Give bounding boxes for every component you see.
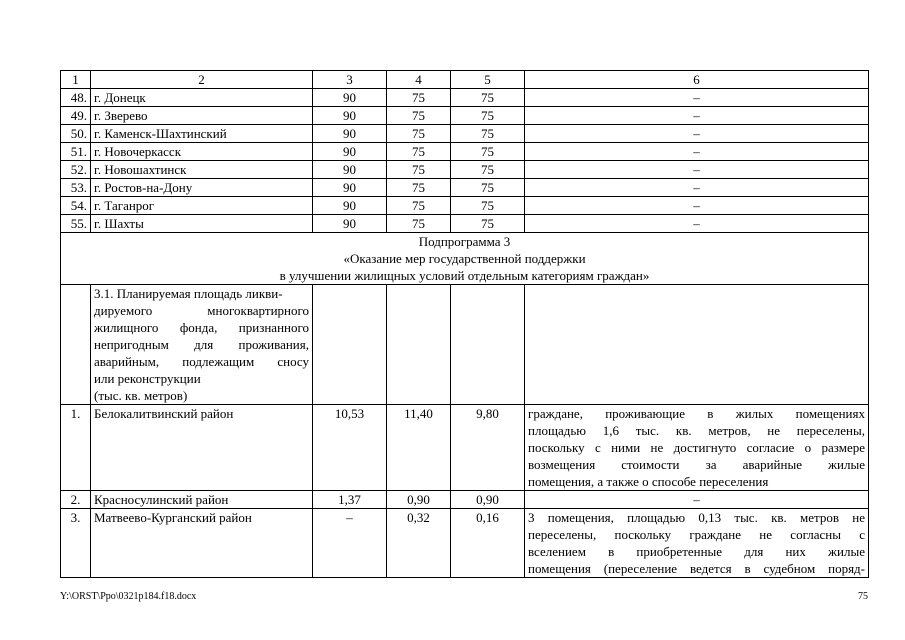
note-line: помещения (переселение ведется в судебном поряд- xyxy=(528,561,865,576)
row-value-4: 75 xyxy=(387,197,451,215)
footer-page-number: 75 xyxy=(858,591,868,602)
row-number: 52. xyxy=(61,161,91,179)
row-note xyxy=(525,509,869,578)
row-value-3: 90 xyxy=(313,125,387,143)
note-line: помещения, а также о способе переселения xyxy=(528,474,769,489)
row-note: – xyxy=(525,161,869,179)
indicator-row xyxy=(61,285,869,405)
row-name: Матвеево-Курганский район xyxy=(91,509,313,578)
header-cell: 5 xyxy=(451,71,525,89)
row-value-5: 75 xyxy=(451,161,525,179)
row-note: – xyxy=(525,89,869,107)
row-number: 48. xyxy=(61,89,91,107)
row-name: г. Новошахтинск xyxy=(91,161,313,179)
row-name: Красносулинский район xyxy=(91,491,313,509)
indicator-line: (тыс. кв. метров) xyxy=(94,388,188,403)
note-line: вселением в приобретенные для них жилые xyxy=(528,544,865,559)
header-cell: 1 xyxy=(61,71,91,89)
row-value-3: 10,53 xyxy=(313,405,387,491)
indicator-line: или реконструкции xyxy=(94,371,201,386)
table-row xyxy=(61,491,869,509)
row-value-3: 1,37 xyxy=(313,491,387,509)
header-cell: 3 xyxy=(313,71,387,89)
row-name: г. Шахты xyxy=(91,215,313,233)
row-value-4: 75 xyxy=(387,125,451,143)
header-cell: 4 xyxy=(387,71,451,89)
row-number: 53. xyxy=(61,179,91,197)
footer-file-path: Y:\ORST\Ppo\0321p184.f18.docx xyxy=(60,591,197,602)
header-cell: 2 xyxy=(91,71,313,89)
indicator-empty-cell xyxy=(451,285,525,405)
row-value-5: 75 xyxy=(451,89,525,107)
row-name: г. Ростов-на-Дону xyxy=(91,179,313,197)
row-name: г. Таганрог xyxy=(91,197,313,215)
row-note: – xyxy=(525,197,869,215)
section-row xyxy=(61,233,869,285)
data-table xyxy=(60,70,869,578)
table-row xyxy=(61,161,869,179)
indicator-empty-cell xyxy=(61,285,91,405)
section-title xyxy=(61,233,869,285)
row-number: 55. xyxy=(61,215,91,233)
row-value-5: 75 xyxy=(451,143,525,161)
indicator-empty-cell xyxy=(313,285,387,405)
table-row xyxy=(61,509,869,578)
table-row xyxy=(61,107,869,125)
row-value-3: – xyxy=(313,509,387,578)
table-row xyxy=(61,89,869,107)
row-value-5: 75 xyxy=(451,197,525,215)
row-value-4: 75 xyxy=(387,107,451,125)
row-number: 49. xyxy=(61,107,91,125)
note-line: граждане, проживающие в жилых помещениях xyxy=(528,406,865,421)
row-note: – xyxy=(525,215,869,233)
row-value-3: 90 xyxy=(313,161,387,179)
table-row xyxy=(61,179,869,197)
row-name: г. Новочеркасск xyxy=(91,143,313,161)
row-note: – xyxy=(525,143,869,161)
table-row xyxy=(61,197,869,215)
row-note xyxy=(525,405,869,491)
indicator-line: непригодным для проживания, xyxy=(94,337,309,352)
row-value-4: 0,90 xyxy=(387,491,451,509)
row-value-4: 75 xyxy=(387,179,451,197)
row-name: г. Зверево xyxy=(91,107,313,125)
row-value-4: 75 xyxy=(387,215,451,233)
table-row xyxy=(61,215,869,233)
indicator-line: аварийным, подлежащим сносу xyxy=(94,354,309,369)
row-number: 50. xyxy=(61,125,91,143)
row-number: 51. xyxy=(61,143,91,161)
indicator-line: жилищного фонда, признанного xyxy=(94,320,309,335)
row-note: – xyxy=(525,125,869,143)
row-note: – xyxy=(525,179,869,197)
note-line: переселены, поскольку граждане не согласны с xyxy=(528,527,865,542)
row-value-3: 90 xyxy=(313,179,387,197)
row-note xyxy=(525,491,869,509)
row-value-5: 9,80 xyxy=(451,405,525,491)
note-line: 3 помещения, площадью 0,13 тыс. кв. метров не xyxy=(528,510,865,525)
table-row xyxy=(61,143,869,161)
row-value-3: 90 xyxy=(313,89,387,107)
row-number: 1. xyxy=(61,405,91,491)
row-name: г. Каменск-Шахтинский xyxy=(91,125,313,143)
row-value-5: 0,90 xyxy=(451,491,525,509)
table-row xyxy=(61,405,869,491)
row-value-4: 75 xyxy=(387,89,451,107)
row-value-5: 75 xyxy=(451,215,525,233)
row-value-4: 75 xyxy=(387,143,451,161)
indicator-empty-cell xyxy=(387,285,451,405)
row-number: 54. xyxy=(61,197,91,215)
note-line: возмещения стоимости за аварийные жилые xyxy=(528,457,865,472)
note-line: – xyxy=(693,492,700,507)
indicator-text xyxy=(91,285,313,405)
indicator-line: дируемого многоквартирного xyxy=(94,303,309,318)
section-title-line: в улучшении жилищных условий отдельным категориям граждан» xyxy=(279,268,650,283)
row-value-5: 0,16 xyxy=(451,509,525,578)
section-title-line: «Оказание мер государственной поддержки xyxy=(343,251,586,266)
row-name: г. Донецк xyxy=(91,89,313,107)
row-value-3: 90 xyxy=(313,107,387,125)
row-value-3: 90 xyxy=(313,197,387,215)
row-number: 3. xyxy=(61,509,91,578)
header-cell: 6 xyxy=(525,71,869,89)
indicator-empty-cell xyxy=(525,285,869,405)
row-value-3: 90 xyxy=(313,215,387,233)
row-number: 2. xyxy=(61,491,91,509)
row-value-4: 11,40 xyxy=(387,405,451,491)
row-value-5: 75 xyxy=(451,179,525,197)
table-row xyxy=(61,125,869,143)
row-value-5: 75 xyxy=(451,125,525,143)
row-value-4: 75 xyxy=(387,161,451,179)
row-value-5: 75 xyxy=(451,107,525,125)
section-title-line: Подпрограмма 3 xyxy=(418,234,511,249)
note-line: площадью 1,6 тыс. кв. метров, не переселены, xyxy=(528,423,865,438)
note-line: поскольку с ними не достигнуто согласие о размере xyxy=(528,440,865,455)
row-value-4: 0,32 xyxy=(387,509,451,578)
indicator-line: 3.1. Планируемая площадь ликви- xyxy=(94,286,283,301)
row-value-3: 90 xyxy=(313,143,387,161)
header-row xyxy=(61,71,869,89)
row-note: – xyxy=(525,107,869,125)
row-name: Белокалитвинский район xyxy=(91,405,313,491)
